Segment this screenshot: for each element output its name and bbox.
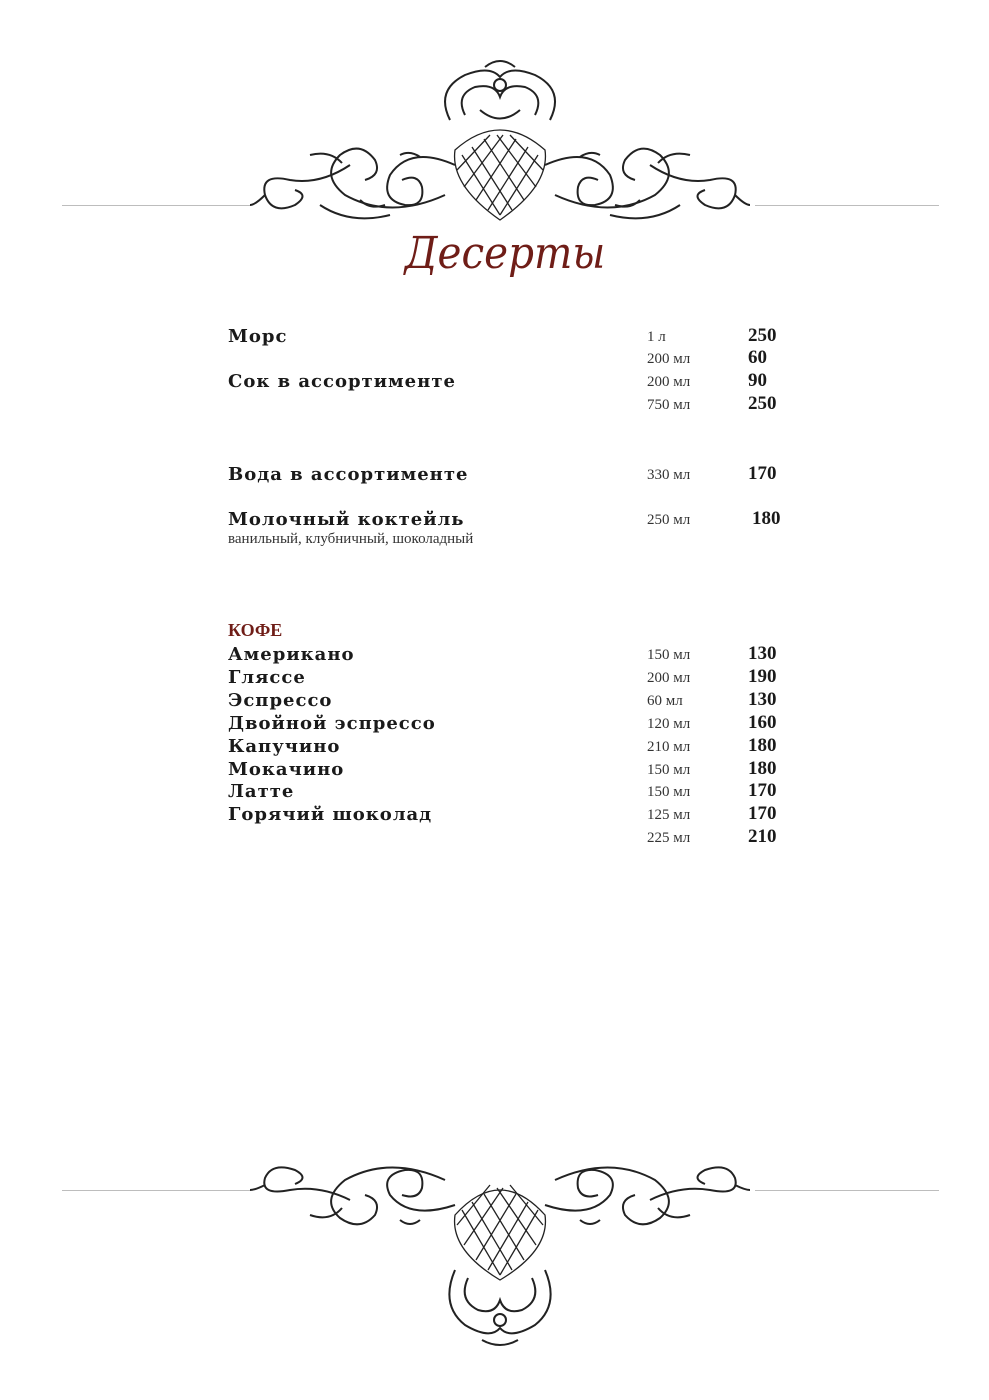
juice-vol-2: 750 мл (647, 397, 691, 413)
shake-vol-1: 250 мл (647, 512, 691, 528)
coffee-item-vol: 125 мл (647, 807, 691, 823)
coffee-item-vol: 200 мл (647, 670, 691, 686)
coffee-item-name: Гляссе (228, 667, 306, 688)
coffee-item-name: Мокачино (228, 759, 345, 780)
coffee-item-name: Двойной эспрессо (228, 713, 436, 734)
top-ornament-icon (250, 55, 750, 230)
coffee-extra-vol: 225 мл (647, 830, 691, 846)
page-title: Десерты (404, 228, 606, 279)
top-right-rule (755, 205, 939, 206)
top-left-rule (62, 205, 250, 206)
coffee-item-name: Латте (228, 781, 295, 802)
juice-price-2: 250 (748, 393, 777, 414)
coffee-item-price: 130 (748, 643, 777, 664)
coffee-item-name: Капучино (228, 736, 341, 757)
coffee-item-name: Горячий шоколад (228, 804, 433, 825)
coffee-item-vol: 120 мл (647, 716, 691, 732)
bottom-right-rule (755, 1190, 939, 1191)
bottom-ornament-icon (250, 1160, 750, 1350)
water-price-1: 170 (748, 463, 777, 484)
coffee-item-price: 170 (748, 780, 777, 801)
coffee-item-price: 180 (748, 758, 777, 779)
coffee-item-price: 190 (748, 666, 777, 687)
mors-vol-2: 200 мл (647, 351, 691, 367)
water-vol-1: 330 мл (647, 467, 691, 483)
bottom-left-rule (62, 1190, 250, 1191)
shake-price-1: 180 (752, 508, 781, 529)
juice-price-1: 90 (748, 370, 767, 391)
coffee-item-price: 160 (748, 712, 777, 733)
coffee-heading: КОФЕ (228, 620, 283, 640)
coffee-item-price: 180 (748, 735, 777, 756)
coffee-item-price: 130 (748, 689, 777, 710)
coffee-item-vol: 150 мл (647, 647, 691, 663)
coffee-item-vol: 210 мл (647, 739, 691, 755)
coffee-item-vol: 150 мл (647, 784, 691, 800)
shake-name: Молочный коктейль (228, 509, 465, 530)
juice-vol-1: 200 мл (647, 374, 691, 390)
coffee-item-name: Эспрессо (228, 690, 333, 711)
water-name: Вода в ассортименте (228, 464, 469, 485)
shake-description: ванильный, клубничный, шоколадный (228, 531, 474, 547)
mors-price-2: 60 (748, 347, 767, 368)
mors-price-1: 250 (748, 325, 777, 346)
coffee-item-vol: 150 мл (647, 762, 691, 778)
coffee-item-name: Американо (228, 644, 355, 665)
coffee-item-price: 170 (748, 803, 777, 824)
mors-vol-1: 1 л (647, 329, 666, 345)
coffee-extra-price: 210 (748, 826, 777, 847)
mors-name: Морс (228, 326, 288, 347)
coffee-item-vol: 60 мл (647, 693, 683, 709)
juice-name: Сок в ассортименте (228, 371, 456, 392)
